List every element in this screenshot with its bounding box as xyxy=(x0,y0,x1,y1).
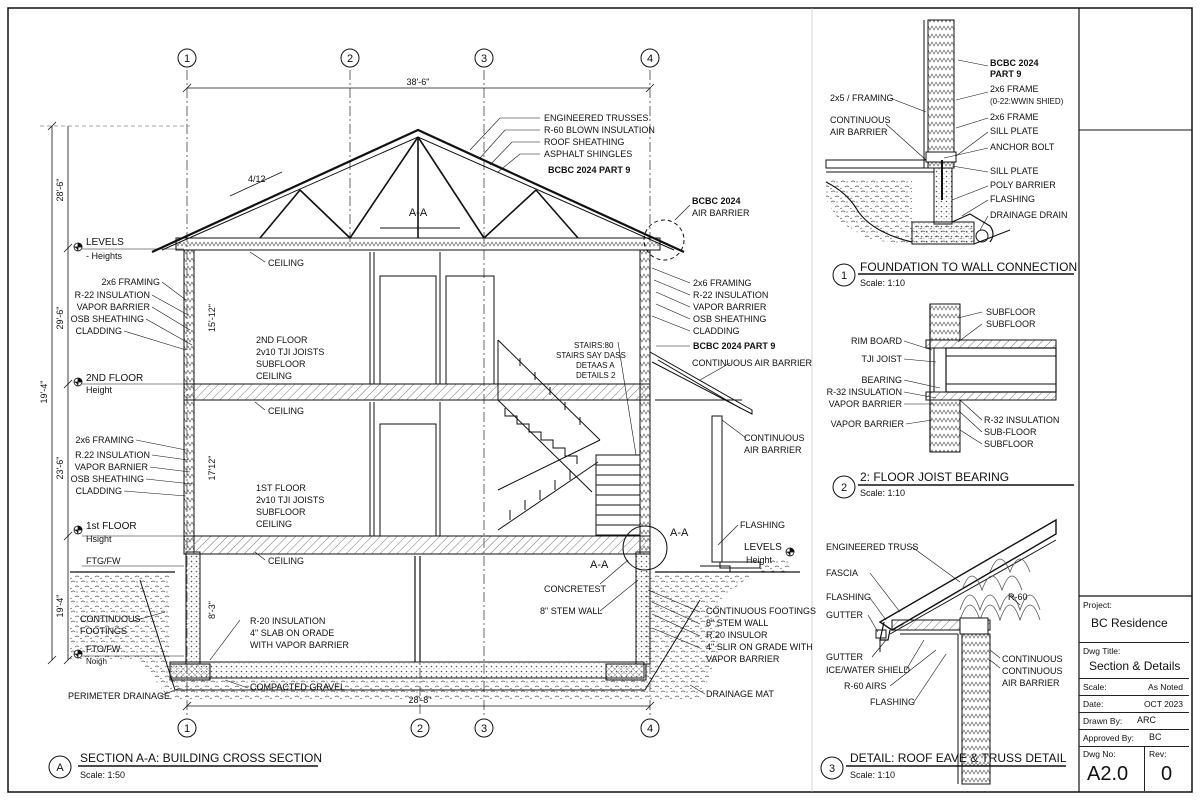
detail-1-number: 1 xyxy=(840,270,848,282)
callout-text: R-20 INSULATION xyxy=(250,616,326,626)
callout-text: 8" STEM WALL xyxy=(540,606,603,616)
project-name: BC Residence xyxy=(1091,616,1168,630)
stairs-note: STAIRS SAY DASS xyxy=(556,351,626,360)
callout-text: COMPACTED GRAVEL xyxy=(250,682,346,692)
detail-callout: ENGINEERED TRUSS xyxy=(826,542,919,552)
level-label: LEVELS xyxy=(86,237,124,248)
callout-text: CLADDING xyxy=(75,486,122,496)
interior-dim: 8'-3" xyxy=(207,601,217,619)
rev-cell xyxy=(1145,747,1189,791)
dwg-title-label: Dwg Title: xyxy=(1083,646,1121,656)
dim-text: 19'-4" xyxy=(39,380,49,404)
dim-text: 29'-6" xyxy=(55,306,65,330)
rev-label: Rev: xyxy=(1149,749,1167,759)
callout-text: 4" SLAB ON ORADE xyxy=(250,628,335,638)
detail-callout: R-32 INSULATION xyxy=(826,387,902,397)
scale-row xyxy=(1079,678,1189,695)
callout-text: ENGINEERED TRUSSES xyxy=(544,113,649,123)
title-block xyxy=(1079,596,1189,790)
approved-label: Approved By: xyxy=(1083,733,1135,743)
detail-tag: A-A xyxy=(590,559,609,571)
callout-text: AIR BARRIER xyxy=(744,445,802,455)
detail-callout: SUBFLOOR xyxy=(984,439,1034,449)
dim-text: 19'-4" xyxy=(55,594,65,618)
level-label: FTG/FW xyxy=(86,556,121,566)
callout-text: DRAINAGE MAT xyxy=(706,689,774,699)
date-label: Date: xyxy=(1083,699,1104,709)
callout-text: CONTINUOUS xyxy=(80,614,141,624)
detail-callout: R-60 AIRS xyxy=(844,681,887,691)
detail-3-scale: Scale: 1:10 xyxy=(850,770,896,780)
detail-callout: AIR BARRIER xyxy=(830,127,888,137)
level-label: LEVELS xyxy=(744,542,782,553)
section-marker-text: A xyxy=(56,762,64,774)
drawn-row xyxy=(1079,712,1189,729)
callout-text: CLADDING xyxy=(75,326,122,336)
detail-callout: R-32 INSULATION xyxy=(984,415,1060,425)
stem-wall-left xyxy=(186,552,200,664)
approved-value: BC xyxy=(1149,732,1162,742)
detail-callout: CONTINUOUS xyxy=(1002,654,1063,664)
callout-text: R.22 INSULATION xyxy=(75,450,150,460)
drawn-value: ARC xyxy=(1137,715,1157,725)
callout-text: VAPOR BARNIER xyxy=(74,462,148,472)
grid-label-bottom: 4 xyxy=(646,723,654,735)
level-label: FTO/FW xyxy=(86,644,121,654)
truss-webs xyxy=(260,137,578,238)
drawn-label: Drawn By: xyxy=(1083,716,1123,726)
section-scale: Scale: 1:50 xyxy=(80,770,126,780)
callout-text: VAPOR BARRIER xyxy=(693,302,767,312)
detail-callout: PART 9 xyxy=(990,69,1022,79)
wall-left xyxy=(184,250,194,554)
ceiling-label: CEILING xyxy=(268,258,305,268)
detail-callout: SILL PLATE xyxy=(990,166,1039,176)
detail-callout: ICE/WATER SHIELD xyxy=(826,665,911,675)
callout-text: BCBC 2024 PART 9 xyxy=(693,341,776,351)
dwg-title: Section & Details xyxy=(1089,659,1181,673)
callout-text: CONCRETEST xyxy=(544,584,607,594)
floor-label: SUBFLOOR xyxy=(256,507,306,517)
approved-row xyxy=(1079,729,1189,746)
dim-text: 23'-6" xyxy=(55,456,65,480)
detail-callout: RIM BOARD xyxy=(850,336,902,346)
callout-text: R.20 INSULOR xyxy=(706,630,768,640)
scale-label: Scale: xyxy=(1083,682,1107,692)
callout-text: 4" SLIR ON GRADE WITH xyxy=(706,642,813,652)
interior-dim: 17'12" xyxy=(207,455,217,481)
ceiling-label: CEILING xyxy=(268,556,305,566)
detail-callout: FLASHING xyxy=(870,697,916,707)
stairs-note: STAIRS:80 xyxy=(574,341,614,350)
floor-label: CEILING xyxy=(256,519,293,529)
ceiling-label: CEILING xyxy=(268,406,305,416)
project-cell xyxy=(1079,596,1189,642)
slab xyxy=(170,662,644,678)
callout-text: OSB SHEATHING xyxy=(70,474,144,484)
level-label: - Heights xyxy=(86,251,123,261)
floor-label: 2ND FLOOR xyxy=(256,335,308,345)
callout-text: 2x6 FRAMING xyxy=(693,278,752,288)
dwg-no-cell xyxy=(1079,747,1145,791)
callout-text: ASPHALT SHINGLES xyxy=(544,149,633,159)
level-label: Height xyxy=(746,555,773,565)
scale-value: As Noted xyxy=(1148,682,1183,692)
ceiling-insulation xyxy=(176,238,660,250)
detail-callout: ANCHOR BOLT xyxy=(990,142,1055,152)
detail-callout: 2x6 FRAME xyxy=(990,112,1039,122)
callout-text: 2x6 FRAMING xyxy=(101,277,160,287)
detail-1-scale: Scale: 1:10 xyxy=(860,278,906,288)
detail-2-title: 2: FLOOR JOIST BEARING xyxy=(860,470,1010,484)
grid-label-top: 2 xyxy=(346,53,354,65)
detail-callout: SUBFLOOR xyxy=(986,307,1036,317)
detail-callout: TJI JOIST xyxy=(861,354,902,364)
callout-text: VAPOR BARRIER xyxy=(706,654,780,664)
detail-2-scale: Scale: 1:10 xyxy=(860,488,906,498)
detail-callout: BCBC 2024 xyxy=(990,58,1039,68)
dwg-no: A2.0 xyxy=(1087,763,1129,785)
dwg-no-label: Dwg No: xyxy=(1083,749,1116,759)
callout-text: CONTINUOUS xyxy=(744,433,805,443)
detail-callout: CONTINUOUS xyxy=(830,115,891,125)
callout-text: BCBC 2024 PART 9 xyxy=(548,165,631,175)
detail-callout: CONTINUOUS xyxy=(1002,666,1063,676)
detail-callout: POLY BARRIER xyxy=(990,180,1056,190)
detail-callout: GUTTER xyxy=(826,652,863,662)
detail-callout: FLASHING xyxy=(826,592,872,602)
floor-label: 1ST FLOOR xyxy=(256,483,306,493)
detail-callout: 2x5 / FRAMING xyxy=(830,93,894,103)
detail-callout: DRAINAGE DRAIN xyxy=(990,210,1068,220)
grid-label-bottom: 1 xyxy=(183,723,191,735)
detail-callout: SILL PLATE xyxy=(990,126,1039,136)
date-value: OCT 2023 xyxy=(1143,699,1183,709)
grid-label-top: 1 xyxy=(183,53,191,65)
stairs-note: DETAILS 2 xyxy=(576,371,616,380)
callout-text: BCBC 2024 xyxy=(692,196,741,206)
detail-callout: FASCIA xyxy=(826,568,859,578)
detail-3-title: DETAIL: ROOF EAVE & TRUSS DETAIL xyxy=(850,751,1067,765)
floor-label: 2v10 TJI JOISTS xyxy=(256,495,325,505)
detail-callout: 2x6 FRAME xyxy=(990,84,1039,94)
porch xyxy=(650,352,760,572)
level-label: Noigh xyxy=(86,657,107,666)
callout-text: OSB SHEATHING xyxy=(70,314,144,324)
detail-callout: VAPOR BARRIER xyxy=(830,419,904,429)
detail-3-number: 3 xyxy=(828,763,836,775)
detail-callout: FLASHING xyxy=(990,194,1036,204)
callout-text: FLASHING xyxy=(740,520,786,530)
callout-text: CONTINUOUS FOOTINGS xyxy=(706,606,816,616)
floor-1 xyxy=(184,536,650,554)
detail-callout: SUB-FLOOR xyxy=(984,427,1037,437)
footing-left xyxy=(170,664,210,680)
callout-text: R-22 INSULATION xyxy=(74,290,150,300)
level-label: Height xyxy=(86,385,113,395)
callout-text: R-60 BLOWN INSULATION xyxy=(544,125,655,135)
level-label: Hsight xyxy=(86,534,112,544)
callout-text: VAPOR BARRIER xyxy=(76,302,150,312)
callout-text: PERIMETER DRAINAGE xyxy=(68,691,171,701)
roof-pitch: 4/12 xyxy=(248,174,266,184)
detail-callout: R-60 xyxy=(1008,592,1028,602)
callout-text: FOOTINGS xyxy=(80,626,127,636)
dwg-title-cell xyxy=(1079,642,1189,678)
detail-2-number: 2 xyxy=(840,482,848,494)
section-title: SECTION A-A: BUILDING CROSS SECTION xyxy=(80,751,323,765)
footing-right xyxy=(606,664,646,680)
detail-callout: SUBFLOOR xyxy=(986,319,1036,329)
grid-label-bottom: 3 xyxy=(480,723,488,735)
grid-label-bottom: 2 xyxy=(416,723,424,735)
level-label: 1st FLOOR xyxy=(86,521,137,532)
floor-label: 2v10 TJI JOISTS xyxy=(256,347,325,357)
callout-text: R-22 INSULATION xyxy=(693,290,769,300)
floor-2 xyxy=(184,384,650,400)
section-cut-label: A-A xyxy=(408,207,428,219)
callout-text: 8" STEM WALL xyxy=(706,618,769,628)
date-row xyxy=(1079,695,1189,712)
rev-value: 0 xyxy=(1161,763,1173,785)
detail-3-drawing xyxy=(876,520,1056,784)
detail-callout: VAPOR BARRIER xyxy=(828,399,902,409)
floor-label: CEILING xyxy=(256,371,293,381)
callout-text: WITH VAPOR BARRIER xyxy=(250,640,349,650)
stairs-note: DETAAS A xyxy=(576,361,615,370)
grid-label-top: 4 xyxy=(646,53,654,65)
project-label: Project: xyxy=(1083,600,1112,610)
callout-text: OSB SHEATHING xyxy=(693,314,767,324)
callout-text: 2x6 FRAMING xyxy=(75,435,134,445)
dimension-top-text: 38'-6" xyxy=(406,77,430,87)
callout-text: CONTINUOUS AIR BARRIER xyxy=(692,358,813,368)
detail-tag: A-A xyxy=(670,527,689,539)
callout-text: ROOF SHEATHING xyxy=(544,137,625,147)
dim-text: 28'-6" xyxy=(55,178,65,202)
level-label: 2ND FLOOR xyxy=(86,373,144,384)
stairs xyxy=(498,340,640,535)
interior-dim: 15'-12" xyxy=(207,304,217,332)
detail-callout: (0-22:WWIN SHIED) xyxy=(990,97,1064,106)
callout-text: AIR BARRIER xyxy=(692,208,750,218)
floor-label: SUBFLOOR xyxy=(256,359,306,369)
callout-text: CLADDING xyxy=(693,326,740,336)
detail-callout: AIR BARRIER xyxy=(1002,678,1060,688)
detail-callout: BEARING xyxy=(861,375,902,385)
detail-1-title: FOUNDATION TO WALL CONNECTION xyxy=(860,260,1078,274)
detail-callout: GUTTER xyxy=(826,610,863,620)
dwg-no-row xyxy=(1079,746,1189,790)
wall-right xyxy=(640,250,650,554)
grid-bubbles-top xyxy=(178,49,659,67)
grid-label-top: 3 xyxy=(480,53,488,65)
